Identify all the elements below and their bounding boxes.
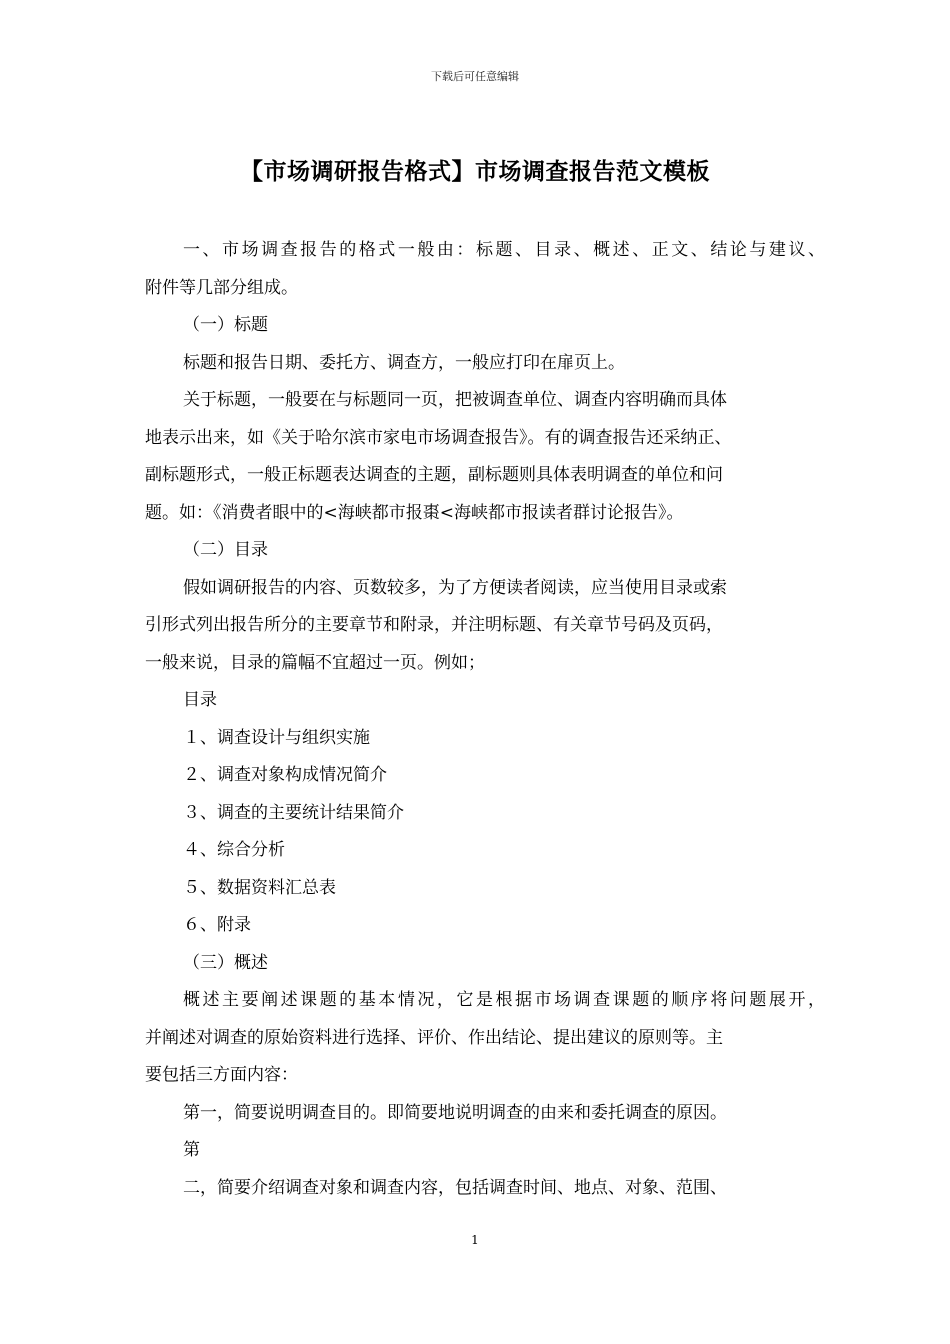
body-line: 引形式列出报告所分的主要章节和附录，并注明标题、有关章节号码及页码， [145,615,723,635]
body-line: （二）目录 [183,540,268,560]
document-body [145,232,825,1207]
page-number: 1 [471,1233,479,1247]
body-line: 假如调研报告的内容、页数较多，为了方便读者阅读，应当使用目录或索 [183,577,727,598]
body-line: 副标题形式，一般正标题表达调查的主题，副标题则具体表明调查的单位和问 [145,465,723,485]
body-line: 目录 [183,690,217,710]
body-line: 关于标题，一般要在与标题同一页，把被调查单位、调查内容明确而具体 [183,390,727,410]
body-line: 二，简要介绍调查对象和调查内容，包括调查时间、地点、对象、范围、 [183,1177,727,1198]
body-line: ６、附录 [183,915,251,935]
body-line: 一、市场调查报告的格式一般由：标题、目录、概述、正文、结论与建议、 [183,240,825,260]
body-line: （三）概述 [183,952,268,973]
body-line: 地表示出来，如《关于哈尔滨市家电市场调查报告》。有的调查报告还采纳正、 [145,427,732,448]
body-line: ２、调查对象构成情况简介 [183,765,387,785]
body-line: ４、综合分析 [183,840,285,860]
body-line: 概述主要阐述课题的基本情况，它是根据市场调查课题的顺序将问题展开， [183,990,825,1010]
document-title: 【市场调研报告格式】市场调查报告范文模板 [240,158,710,185]
body-line: 附件等几部分组成。 [145,277,298,298]
body-line: １、调查设计与组织实施 [183,727,370,748]
body-line: 要包括三方面内容： [145,1065,298,1085]
body-line: ５、数据资料汇总表 [183,877,336,898]
body-line: 标题和报告日期、委托方、调查方，一般应打印在扉页上。 [183,352,625,373]
body-line: 题。如：《消费者眼中的<海峡都市报棗<海峡都市报读者群讨论报告》。 [145,502,684,523]
header-note: 下载后可任意编辑 [431,70,519,83]
body-line: 第一，简要说明调查目的。即简要地说明调查的由来和委托调查的原因。 [183,1102,727,1123]
body-line: 一般来说，目录的篇幅不宜超过一页。例如； [145,652,485,673]
body-line: 第 [183,1140,200,1160]
body-line: 并阐述对调查的原始资料进行选择、评价、作出结论、提出建议的原则等。主 [145,1027,723,1048]
body-line: ３、调查的主要统计结果简介 [183,802,404,823]
body-line: （一）标题 [183,315,268,335]
